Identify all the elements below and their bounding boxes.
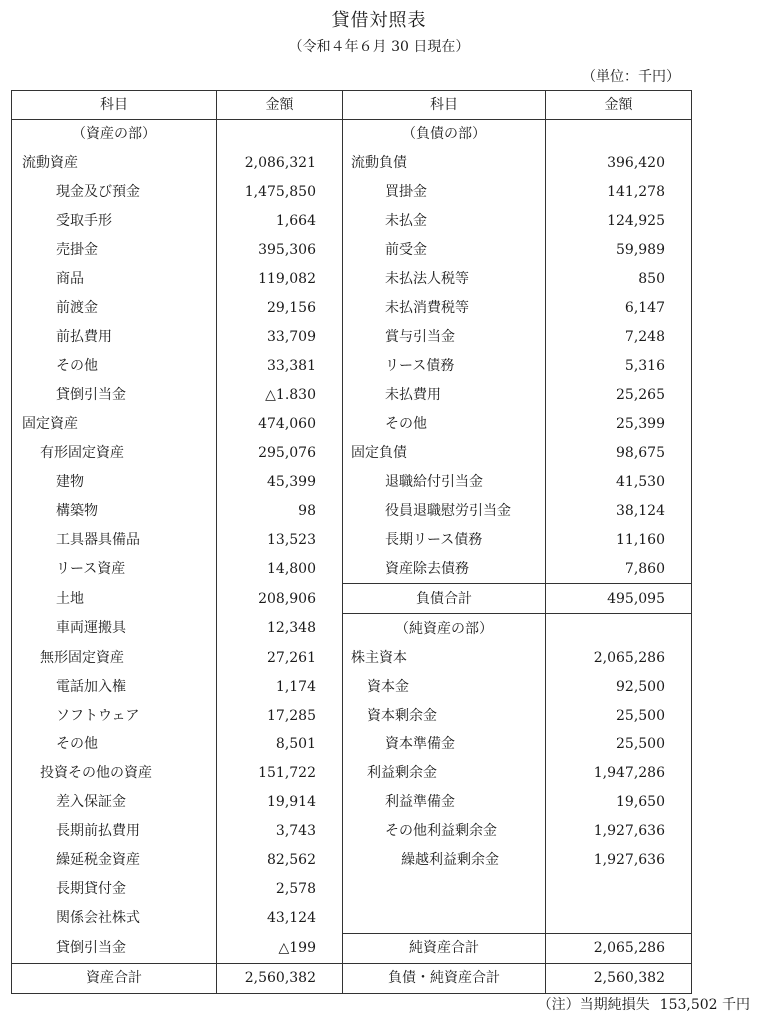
liability-subject: [343, 875, 546, 904]
asset-subject: 土地: [12, 584, 217, 614]
liability-subject: 買掛金: [343, 178, 546, 207]
document-title: 貸借対照表: [331, 10, 427, 31]
asset-subject: 車両運搬具: [12, 614, 217, 643]
asset-amount: 474,060: [217, 410, 343, 439]
liability-subject: 純資産合計: [343, 933, 546, 963]
table-row: [12, 410, 692, 439]
table-row: [12, 614, 692, 643]
table-row: [12, 120, 692, 149]
liability-amount: 850: [546, 265, 692, 294]
asset-subject: 売掛金: [12, 236, 217, 265]
table-row: [12, 701, 692, 730]
table-row: [12, 554, 692, 583]
asset-subject: 貸倒引当金: [12, 381, 217, 410]
asset-amount: 33,381: [217, 352, 343, 381]
table-row: [12, 672, 692, 701]
liability-amount: 2,065,286: [546, 933, 692, 963]
liability-amount: 25,399: [546, 410, 692, 439]
asset-amount: 14,800: [217, 554, 343, 583]
liability-amount: 98,675: [546, 438, 692, 467]
header-amount-assets: 金額: [217, 91, 343, 120]
asset-subject: 電話加入権: [12, 672, 217, 701]
liability-subject: 利益剰余金: [343, 759, 546, 788]
liability-amount: 6,147: [546, 294, 692, 323]
liability-amount: 41,530: [546, 467, 692, 496]
liability-amount: 141,278: [546, 178, 692, 207]
table-row: [12, 236, 692, 265]
table-row: [12, 933, 692, 963]
liability-amount: 92,500: [546, 672, 692, 701]
asset-subject: 流動資産: [12, 149, 217, 178]
footnote-value: 153,502 千円: [659, 997, 750, 1013]
asset-amount: 82,562: [217, 846, 343, 875]
liability-amount: [546, 875, 692, 904]
liability-subject: 前受金: [343, 236, 546, 265]
asset-subject: 長期前払費用: [12, 817, 217, 846]
table-row: [12, 788, 692, 817]
asset-subject: 繰延税金資産: [12, 846, 217, 875]
liability-amount: [546, 614, 692, 643]
liability-subject: 長期リース債務: [343, 525, 546, 554]
table-row: [12, 381, 692, 410]
table-row: [12, 323, 692, 352]
balance-sheet-table: [11, 90, 692, 994]
table-row: [12, 496, 692, 525]
table-row: [12, 178, 692, 207]
asset-subject: ソフトウェア: [12, 701, 217, 730]
liability-amount: 1,927,636: [546, 846, 692, 875]
asset-subject: 貸倒引当金: [12, 933, 217, 963]
liability-subject: その他: [343, 410, 546, 439]
liability-subject: その他利益剰余金: [343, 817, 546, 846]
liability-amount: [546, 120, 692, 149]
asset-subject: （資産の部）: [12, 120, 217, 149]
asset-subject: 商品: [12, 265, 217, 294]
as-of-date: （令和４年６月 30 日現在）: [288, 39, 470, 55]
asset-subject: 投資その他の資産: [12, 759, 217, 788]
liability-amount: 5,316: [546, 352, 692, 381]
footnote-label: （注）当期純損失: [537, 997, 650, 1013]
asset-amount: 1,475,850: [217, 178, 343, 207]
asset-subject: 前払費用: [12, 323, 217, 352]
liability-subject: 賞与引当金: [343, 323, 546, 352]
liability-amount: 2,065,286: [546, 643, 692, 672]
asset-subject: その他: [12, 352, 217, 381]
asset-subject: 有形固定資産: [12, 438, 217, 467]
liability-amount: 11,160: [546, 525, 692, 554]
liability-subject: 流動負債: [343, 149, 546, 178]
asset-subject: 構築物: [12, 496, 217, 525]
liability-subject: 資本準備金: [343, 730, 546, 759]
asset-subject: 無形固定資産: [12, 643, 217, 672]
unit-label: （単位：千円）: [582, 69, 680, 85]
liability-subject: 未払費用: [343, 381, 546, 410]
header-amount-liabilities: 金額: [546, 91, 692, 120]
liability-subject: リース債務: [343, 352, 546, 381]
liability-subject: 株主資本: [343, 643, 546, 672]
table-row: [12, 759, 692, 788]
asset-amount: 12,348: [217, 614, 343, 643]
total-liabilities-equity-amount: 2,560,382: [546, 963, 692, 993]
asset-amount: 2,578: [217, 875, 343, 904]
asset-amount: 13,523: [217, 525, 343, 554]
table-row: [12, 730, 692, 759]
total-assets-label: 資産合計: [12, 963, 217, 993]
liability-subject: 資本金: [343, 672, 546, 701]
liability-amount: 25,500: [546, 730, 692, 759]
table-row: [12, 438, 692, 467]
asset-amount: △1.830: [217, 381, 343, 410]
asset-amount: 19,914: [217, 788, 343, 817]
liability-subject: 繰越利益剰余金: [343, 846, 546, 875]
liability-subject: 未払法人税等: [343, 265, 546, 294]
total-row: [12, 963, 692, 993]
asset-subject: 差入保証金: [12, 788, 217, 817]
liability-subject: 未払金: [343, 207, 546, 236]
asset-subject: 固定資産: [12, 410, 217, 439]
table-row: [12, 525, 692, 554]
table-row: [12, 875, 692, 904]
header-subject-liabilities: 科目: [343, 91, 546, 120]
liability-subject: 固定負債: [343, 438, 546, 467]
asset-amount: 33,709: [217, 323, 343, 352]
liability-subject: 未払消費税等: [343, 294, 546, 323]
asset-amount: 3,743: [217, 817, 343, 846]
asset-amount: 27,261: [217, 643, 343, 672]
asset-amount: 1,664: [217, 207, 343, 236]
total-liabilities-equity-label: 負債・純資産合計: [343, 963, 546, 993]
liability-subject: 利益準備金: [343, 788, 546, 817]
table-row: [12, 265, 692, 294]
header-subject-assets: 科目: [12, 91, 217, 120]
total-assets-amount: 2,560,382: [217, 963, 343, 993]
asset-subject: 建物: [12, 467, 217, 496]
asset-subject: 長期貸付金: [12, 875, 217, 904]
table-row: [12, 207, 692, 236]
asset-amount: 208,906: [217, 584, 343, 614]
table-row: [12, 846, 692, 875]
liability-subject: 資産除去債務: [343, 554, 546, 583]
liability-amount: 396,420: [546, 149, 692, 178]
table-row: [12, 467, 692, 496]
liability-subject: （負債の部）: [343, 120, 546, 149]
footnote: [538, 994, 750, 1014]
asset-amount: [217, 120, 343, 149]
asset-amount: 395,306: [217, 236, 343, 265]
asset-amount: 2,086,321: [217, 149, 343, 178]
asset-subject: 前渡金: [12, 294, 217, 323]
asset-amount: 43,124: [217, 904, 343, 933]
liability-amount: 495,095: [546, 584, 692, 614]
liability-amount: 7,248: [546, 323, 692, 352]
liability-amount: 1,927,636: [546, 817, 692, 846]
liability-subject: （純資産の部）: [343, 614, 546, 643]
asset-amount: 295,076: [217, 438, 343, 467]
liability-amount: 38,124: [546, 496, 692, 525]
table-row: [12, 817, 692, 846]
liability-amount: 124,925: [546, 207, 692, 236]
liability-amount: 1,947,286: [546, 759, 692, 788]
asset-subject: 受取手形: [12, 207, 217, 236]
asset-amount: 45,399: [217, 467, 343, 496]
asset-subject: その他: [12, 730, 217, 759]
asset-subject: リース資産: [12, 554, 217, 583]
liability-amount: 19,650: [546, 788, 692, 817]
table-row: [12, 584, 692, 614]
asset-amount: 29,156: [217, 294, 343, 323]
table-row: [12, 352, 692, 381]
table-row: [12, 294, 692, 323]
liability-amount: 25,500: [546, 701, 692, 730]
liability-subject: [343, 904, 546, 933]
liability-subject: 負債合計: [343, 584, 546, 614]
asset-amount: 119,082: [217, 265, 343, 294]
asset-amount: 98: [217, 496, 343, 525]
liability-subject: 役員退職慰労引当金: [343, 496, 546, 525]
asset-amount: △199: [217, 933, 343, 963]
liability-subject: 退職給付引当金: [343, 467, 546, 496]
liability-amount: [546, 904, 692, 933]
asset-amount: 1,174: [217, 672, 343, 701]
asset-amount: 8,501: [217, 730, 343, 759]
table-row: [12, 149, 692, 178]
asset-subject: 関係会社株式: [12, 904, 217, 933]
header-row: [12, 91, 692, 120]
asset-amount: 151,722: [217, 759, 343, 788]
table-row: [12, 904, 692, 933]
table-row: [12, 643, 692, 672]
asset-subject: 工具器具備品: [12, 525, 217, 554]
asset-amount: 17,285: [217, 701, 343, 730]
liability-subject: 資本剰余金: [343, 701, 546, 730]
liability-amount: 7,860: [546, 554, 692, 583]
liability-amount: 25,265: [546, 381, 692, 410]
liability-amount: 59,989: [546, 236, 692, 265]
asset-subject: 現金及び預金: [12, 178, 217, 207]
